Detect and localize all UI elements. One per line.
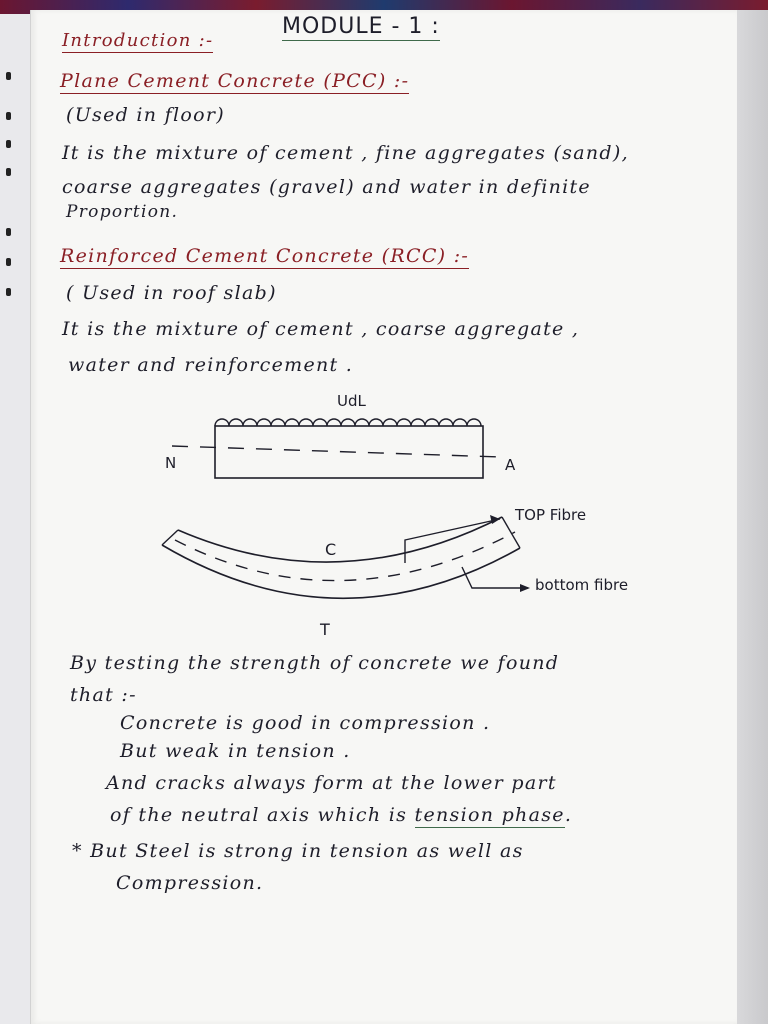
steel-line-1: * But Steel is strong in tension as well as xyxy=(72,840,524,862)
finding-line-6 xyxy=(110,804,572,826)
steel-line-2: Compression. xyxy=(116,872,264,894)
pcc-heading: Plane Cement Concrete (PCC) :- xyxy=(60,70,410,92)
neutral-left-label: N xyxy=(165,454,177,472)
rcc-use: ( Used in roof slab) xyxy=(66,282,277,304)
finding-line-3: Concrete is good in compression . xyxy=(120,712,491,734)
udl-label: UdL xyxy=(337,392,366,410)
finding-line-5: And cracks always form at the lower part xyxy=(106,772,557,794)
udl-load xyxy=(215,419,481,426)
finding-line-4: But weak in tension . xyxy=(120,740,351,762)
bent-beam-top-fibre xyxy=(178,517,502,562)
bottom-fibre-arrow-line xyxy=(462,567,528,588)
intro-heading: Introduction :- xyxy=(62,30,214,51)
tension-phase-term: tension phase xyxy=(414,804,565,826)
neutral-right-label: A xyxy=(505,456,516,474)
bent-neutral-axis xyxy=(175,532,515,581)
finding-line-6-end: . xyxy=(564,804,573,826)
rcc-line-1: It is the mixture of cement , coarse aggregate , xyxy=(62,318,580,340)
top-fibre-label: TOP Fibre xyxy=(515,506,587,524)
rcc-line-2: water and reinforcement . xyxy=(68,354,354,376)
pcc-line-1: It is the mixture of cement , fine aggregates (sand), xyxy=(62,142,629,164)
bottom-fibre-label: bottom fibre xyxy=(535,576,629,594)
finding-line-1: By testing the strength of concrete we found xyxy=(70,652,560,674)
finding-line-2: that :- xyxy=(70,684,137,706)
pcc-line-2: coarse aggregates (gravel) and water in definite xyxy=(62,176,591,198)
finding-line-6-text: of the neutral axis which is xyxy=(110,804,408,826)
bent-beam-bottom-fibre xyxy=(162,545,520,598)
neutral-axis-line xyxy=(172,446,500,457)
bent-beam-left-end xyxy=(162,530,178,545)
pcc-line-3: Proportion. xyxy=(66,202,179,222)
module-title: MODULE - 1 : xyxy=(282,14,440,39)
rcc-heading: Reinforced Cement Concrete (RCC) :- xyxy=(60,245,470,267)
compression-label: C xyxy=(325,540,337,559)
bottom-fibre-arrowhead xyxy=(520,584,530,592)
tension-label: T xyxy=(320,620,330,639)
pcc-use: (Used in floor) xyxy=(66,104,225,126)
